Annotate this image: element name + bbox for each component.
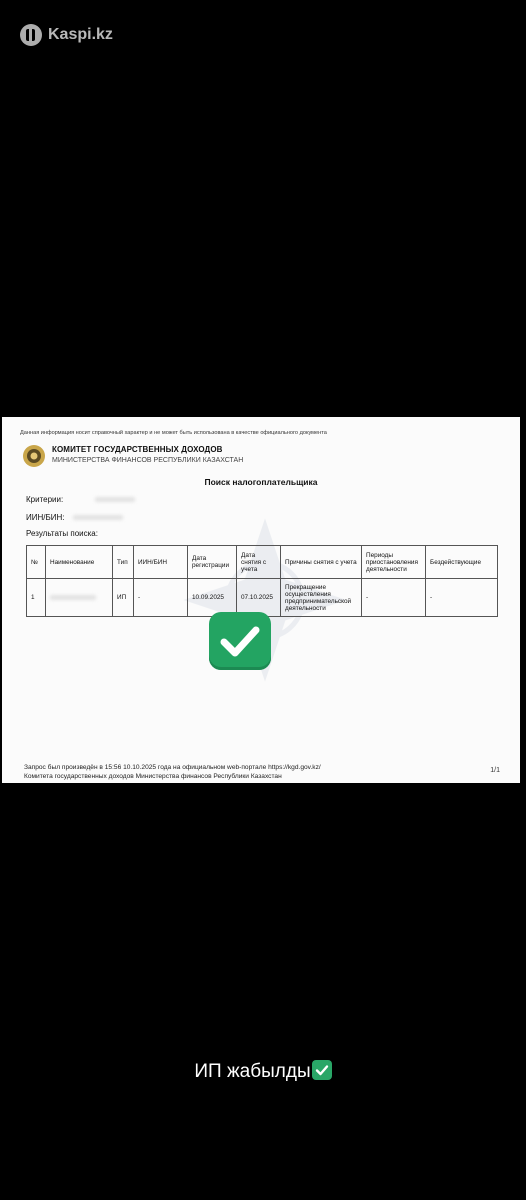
footer-org: Комитета государственных доходов Министерства финансов Республики Казахстан — [24, 773, 282, 780]
cell-inactive: - — [426, 579, 498, 617]
criteria-field — [26, 495, 135, 504]
disclaimer: Данная информация носит справочный характер и не может быть использована в качестве официального документа — [20, 430, 327, 436]
org-header — [52, 445, 243, 464]
cell-dereg-date: 07.10.2025 — [237, 579, 281, 617]
kaspi-logo-icon — [20, 24, 42, 46]
check-mark-icon — [209, 612, 271, 670]
criteria-label: Критерии: — [26, 495, 64, 504]
app-name: Kaspi.kz — [48, 26, 113, 43]
org-title: КОМИТЕТ ГОСУДАРСТВЕННЫХ ДОХОДОВ — [52, 445, 223, 454]
cell-dereg-reason: Прекращение осуществления предпринимательской деятельности — [281, 579, 362, 617]
table-row — [27, 579, 498, 617]
col-dereg-date: Дата снятия с учета — [237, 546, 281, 579]
page-number: 1/1 — [490, 767, 500, 774]
cell-suspension: - — [362, 579, 426, 617]
col-number: № — [27, 546, 46, 579]
col-name: Наименование — [46, 546, 113, 579]
kaspi-logo — [20, 24, 113, 46]
iin-field — [26, 513, 123, 522]
document-screenshot — [2, 417, 520, 783]
results-label: Результаты поиска: — [26, 529, 98, 538]
redacted-value — [73, 515, 123, 520]
redacted-value — [95, 497, 135, 502]
col-suspension: Периоды приостановления деятельности — [362, 546, 426, 579]
col-dereg-reason: Причины снятия с учета — [281, 546, 362, 579]
caption — [0, 1060, 526, 1083]
org-subtitle: МИНИСТЕРСТВА ФИНАНСОВ РЕСПУБЛИКИ КАЗАХСТАН — [52, 457, 244, 464]
check-mark-button-icon — [312, 1060, 332, 1080]
redacted-value — [50, 595, 96, 600]
cell-type: ИП — [113, 579, 134, 617]
col-reg-date: Дата регистрации — [188, 546, 237, 579]
emblem-icon — [22, 444, 46, 468]
iin-label: ИИН/БИН: — [26, 513, 65, 522]
table-header-row — [27, 546, 498, 579]
col-inactive: Бездействующие — [426, 546, 498, 579]
results-table — [26, 545, 498, 617]
cell-reg-date: 10.09.2025 — [188, 579, 237, 617]
col-iin: ИИН/БИН — [134, 546, 188, 579]
footer-request-info: Запрос был произведён в 15:56 10.10.2025 года на официальном web-портале https://kgd.gov.kz/ — [24, 764, 321, 771]
cell-iin: - — [134, 579, 188, 617]
document-title: Поиск налогоплательщика — [204, 477, 318, 487]
col-type: Тип — [113, 546, 134, 579]
caption-text: ИП жабылды — [194, 1061, 311, 1082]
cell-name — [46, 579, 113, 617]
cell-number: 1 — [27, 579, 46, 617]
